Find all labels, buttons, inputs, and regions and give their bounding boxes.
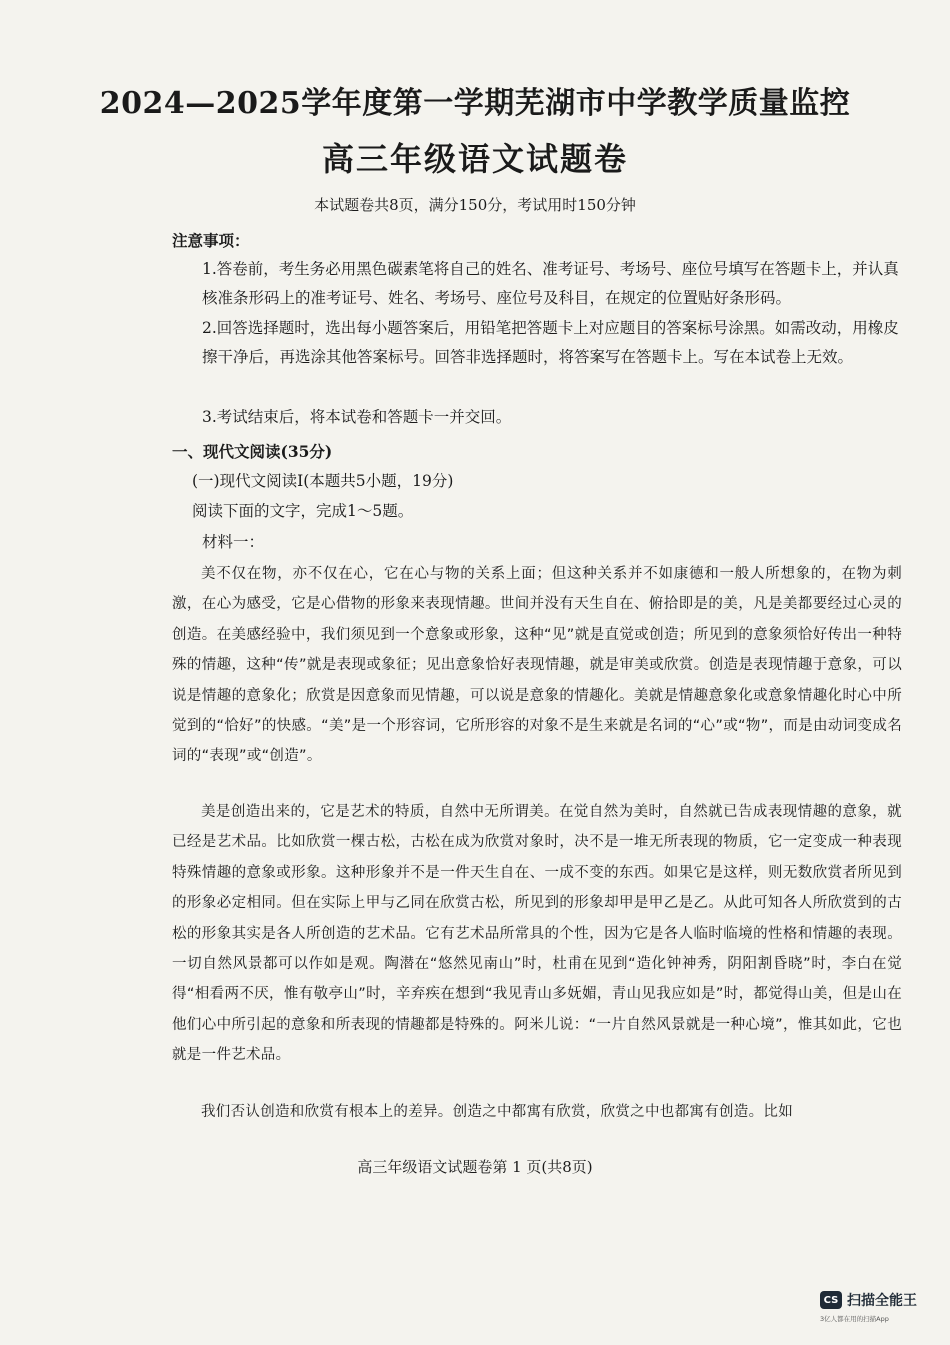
scanner-slogan: 3亿人都在用的扫描App bbox=[820, 1315, 889, 1323]
page-footer: 高三年级语文试题卷第 1 页(共8页) bbox=[357, 1158, 593, 1176]
camscanner-logo-icon: CS bbox=[820, 1291, 842, 1309]
notice-heading: 注意事项： bbox=[172, 231, 250, 250]
notice-item-1: 1.答卷前，考生务必用黑色碳素笔将自己的姓名、准考证号、考场号、座位号填写在答题卡上，并认真核准条形码上的准考证号、姓名、考场号、座位号及科目，在规定的位置贴好条形码。 bbox=[202, 260, 899, 307]
exam-subtitle: 本试题卷共8页，满分150分，考试用时150分钟 bbox=[314, 196, 636, 214]
exam-title-line2: 高三年级语文试题卷 bbox=[321, 140, 628, 178]
section-heading: 一、现代文阅读(35分) bbox=[172, 442, 333, 461]
scanner-watermark-badge bbox=[820, 1290, 938, 1330]
section-sub-heading: (一)现代文阅读Ⅰ(本题共5小题，19分) bbox=[192, 472, 454, 490]
scanner-app-name: 扫描全能王 bbox=[847, 1293, 917, 1309]
exam-title-line1: 2024—2025学年度第一学期芜湖市中学教学质量监控 bbox=[99, 86, 851, 121]
body-paragraph-2: 美是创造出来的，它是艺术的特质，自然中无所谓美。在觉自然为美时，自然就已告成表现情趣的意象，就已经是艺术品。比如欣赏一棵古松，古松在成为欣赏对象时，决不是一堆无所表现的物质，它一定变成一种表现特殊情趣的意象或形象。这种形象并不是一件天生自在、一成不变的东西。如果它是这样，则无数欣赏者所见到的形象必定相同。但在实际上甲与乙同在欣赏古松，所见到的形象却甲是甲乙是乙。从此可知各人所欣赏到的古松的形象其实是各人所创造的艺术品。它有艺术品所常具的个性，因为它是各人临时临境的性格和情趣的表现。一切自然风景都可以作如是观。陶潜在“悠然见南山”时，杜甫在见到“造化钟神秀，阴阳割昏晓”时，李白在觉得“相看两不厌，惟有敬亭山”时，辛弃疾在想到“我见青山多妩媚，青山见我应如是”时，都觉得山美，但是山在他们心中所引起的意象和所表现的情趣都是特殊的。阿米儿说：“一片自然风景就是一种心境”，惟其如此，它也就是一件艺术品。 bbox=[172, 804, 902, 1064]
notice-item-3: 3.考试结束后，将本试卷和答题卡一并交回。 bbox=[202, 408, 512, 426]
section-instruction: 阅读下面的文字，完成1～5题。 bbox=[192, 502, 414, 520]
material-label: 材料一： bbox=[202, 533, 265, 551]
body-paragraph-3: 我们否认创造和欣赏有根本上的差异。创造之中都寓有欣赏，欣赏之中也都寓有创造。比如 bbox=[201, 1104, 793, 1120]
body-paragraph-1: 美不仅在物，亦不仅在心，它在心与物的关系上面；但这种关系并不如康德和一般人所想象的，在物为刺激，在心为感受，它是心借物的形象来表现情趣。世间并没有天生自在、俯拾即是的美，凡是美都要经过心灵的创造。在美感经验中，我们须见到一个意象或形象，这种“见”就是直觉或创造；所见到的意象须恰好传出一种特殊的情趣，这种“传”就是表现或象征；见出意象恰好表现情趣，就是审美或欣赏。创造是表现情趣于意象，可以说是情趣的意象化；欣赏是因意象而见情趣，可以说是意象的情趣化。美就是情趣意象化或意象情趣化时心中所觉到的“恰好”的快感。“美”是一个形容词，它所形容的对象不是生来就是名词的“心”或“物”，而是由动词变成名词的“表现”或“创造”。 bbox=[172, 566, 902, 765]
notice-item-2: 2.回答选择题时，选出每小题答案后，用铅笔把答题卡上对应题目的答案标号涂黑。如需改动，用橡皮擦干净后，再选涂其他答案标号。回答非选择题时，将答案写在答题卡上。写在本试卷上无效。 bbox=[202, 319, 899, 366]
